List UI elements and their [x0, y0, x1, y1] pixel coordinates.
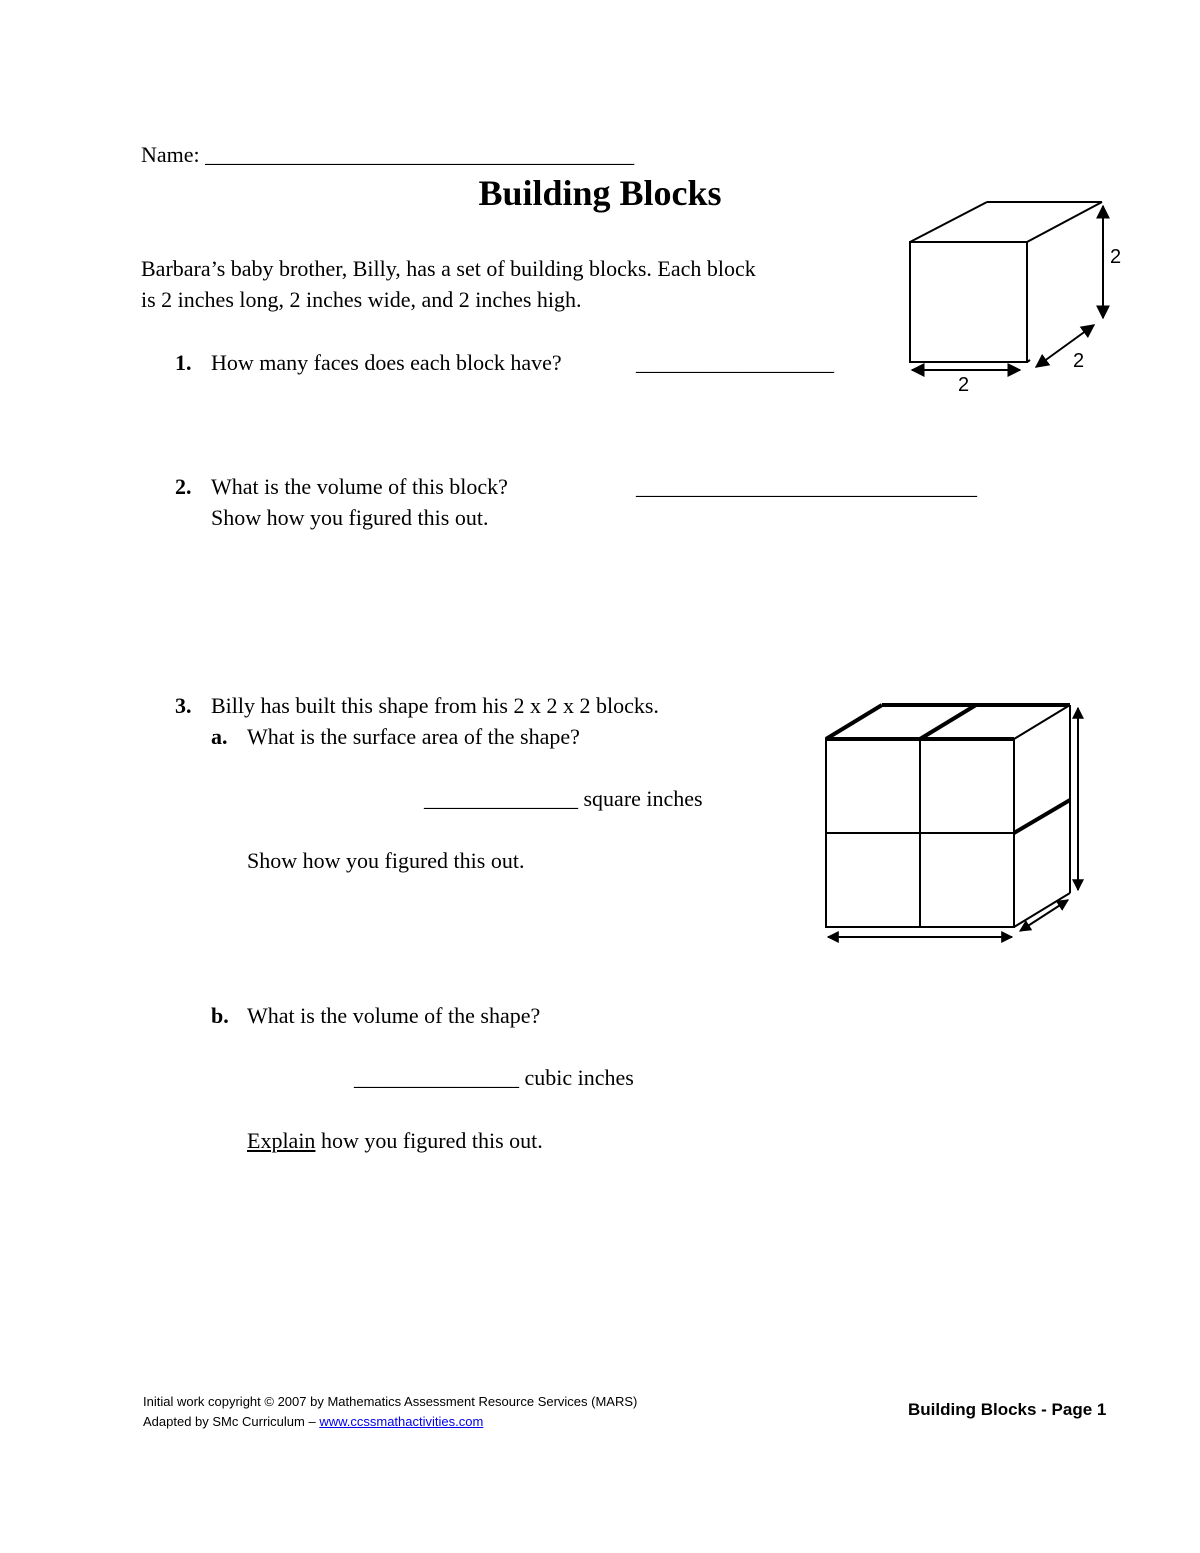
question-3a-letter: a. [211, 724, 228, 749]
page-title: Building Blocks [478, 173, 722, 213]
question-3b-followup [247, 1126, 543, 1156]
question-3b-letter: b. [211, 1003, 229, 1028]
question-2-number: 2. [175, 474, 192, 499]
question-3a-answer-blank[interactable]: ______________ [424, 786, 578, 811]
question-3b [211, 1001, 540, 1031]
question-3a [211, 722, 580, 752]
shape-depth-arrow [1020, 900, 1068, 931]
question-1 [175, 348, 562, 378]
intro-line-2: is 2 inches long, 2 inches wide, and 2 inches high. [141, 287, 582, 312]
explain-word: Explain [247, 1128, 316, 1153]
explain-rest: how you figured this out. [320, 1128, 543, 1153]
question-2-text: What is the volume of this block? [211, 474, 508, 499]
question-1-answer-blank[interactable]: __________________ [636, 350, 834, 375]
question-3a-followup: Show how you figured this out. [247, 848, 525, 873]
block-shape-figure [0, 0, 1, 1]
width-label: 2 [958, 374, 970, 396]
footer-adapted-text: Adapted by SMc Curriculum – [143, 1414, 316, 1429]
name-label: Name: [141, 142, 200, 167]
name-blank[interactable]: _______________________________________ [205, 142, 635, 167]
question-2 [175, 472, 508, 502]
footer-link[interactable]: www.ccssmathactivities.com [319, 1414, 484, 1429]
question-3b-unit: cubic inches [524, 1065, 634, 1090]
question-3a-unit: square inches [583, 786, 703, 811]
question-3b-answer-blank[interactable]: _______________ [354, 1065, 519, 1090]
question-3b-answer [354, 1063, 634, 1093]
question-3a-answer [424, 784, 703, 814]
question-2-answer-blank[interactable]: _______________________________ [636, 474, 977, 499]
cube-outline [910, 202, 1102, 362]
depth-label: 2 [1073, 350, 1085, 372]
question-1-text: How many faces does each block have? [211, 350, 562, 375]
question-3 [175, 691, 659, 721]
depth-arrow [1036, 325, 1094, 367]
question-3b-text: What is the volume of the shape? [247, 1003, 541, 1028]
name-line [141, 140, 634, 170]
question-3-text: Billy has built this shape from his 2 x 2 x 2 blocks. [211, 693, 659, 718]
question-3a-text: What is the surface area of the shape? [247, 724, 580, 749]
height-label: 2 [1110, 246, 1122, 268]
intro-line-1: Barbara’s baby brother, Billy, has a set of building blocks. Each block [141, 256, 756, 281]
footer-adapted [143, 1412, 483, 1432]
question-2-followup: Show how you figured this out. [211, 505, 489, 530]
footer-copyright: Initial work copyright © 2007 by Mathematics Assessment Resource Services (MARS) [143, 1394, 638, 1409]
question-1-number: 1. [175, 350, 192, 375]
question-3-number: 3. [175, 693, 192, 718]
shape-top-edges [826, 705, 1070, 833]
footer-page-label: Building Blocks - Page 1 [908, 1400, 1107, 1419]
